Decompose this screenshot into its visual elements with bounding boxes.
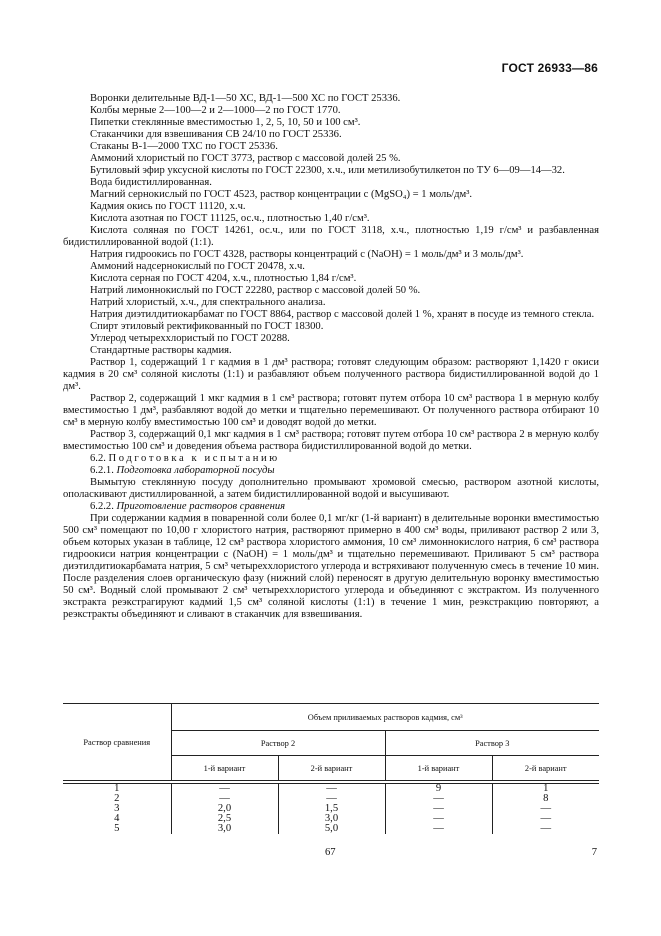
table-header-volume: Объем приливаемых растворов кадмия, см³	[171, 704, 599, 731]
body-paragraph: Пипетки стеклянные вместимостью 1, 2, 5, 10, 50 и 100 см³.	[90, 117, 361, 128]
body-paragraph: Бутиловый эфир уксусной кислоты по ГОСТ 22300, х.ч., или метилизобутилкетон по ТУ 6—09—14—32.	[90, 165, 565, 176]
table-cell: 8	[492, 794, 599, 804]
table-cell: —	[492, 814, 599, 824]
body-paragraph: Кислота азотная по ГОСТ 11125, ос.ч., плотностью 1,40 г/см³.	[90, 213, 370, 224]
table-cell: 5	[114, 823, 120, 834]
body-paragraph: Колбы мерные 2—100—2 и 2—1000—2 по ГОСТ 1770.	[90, 105, 341, 116]
table-cell: —	[492, 824, 599, 834]
body-paragraph: Аммоний надсернокислый по ГОСТ 20478, х.ч.	[90, 261, 305, 272]
table-cell: —	[278, 784, 385, 795]
sheet-number: 7	[591, 847, 597, 858]
table-cell: —	[385, 804, 492, 814]
body-paragraph: Раствор 1, содержащий 1 г кадмия в 1 дм³ раствора; готовят следующим образом: растворяют 1,1420 г окиси кадмия в 20 см³ соляной кислоты (1:1) и разбавляют объем полученного раствора бидистиллированной водой до 1 дм³.	[63, 357, 599, 392]
table-cell: 2,0	[171, 804, 278, 814]
body-paragraph: Вода бидистиллированная.	[90, 177, 212, 188]
table-subheader-solution-3: Раствор 3	[385, 731, 599, 756]
table-cell: 5,0	[278, 824, 385, 834]
table-cell: 1	[114, 783, 120, 794]
table-variant-header: 1-й вариант	[385, 756, 492, 781]
body-paragraph: Стаканы В-1—2000 ТХС по ГОСТ 25336.	[90, 141, 278, 152]
table-cell: —	[278, 794, 385, 804]
table-cell: —	[171, 794, 278, 804]
table-cell: 1,5	[278, 804, 385, 814]
table-header-solution: Раствор сравнения	[63, 704, 171, 781]
section-heading-6-2-2: 6.2.2. Приготовление растворов сравнения	[90, 501, 286, 512]
reference-solutions-table	[63, 703, 599, 834]
body-paragraph: Натрий лимоннокислый по ГОСТ 22280, раствор с массовой долей 50 %.	[90, 285, 421, 296]
section-heading-6-2-1: 6.2.1. Подготовка лабораторной посуды	[90, 465, 275, 476]
body-paragraph: Кислота серная по ГОСТ 4204, х.ч., плотностью 1,84 г/см³.	[90, 273, 357, 284]
body-paragraph: Кислота соляная по ГОСТ 14261, ос.ч., или по ГОСТ 3118, х.ч., плотностью 1,19 г/см³ и разбавленная бидистиллированной водой (1:1).	[63, 225, 599, 248]
table-cell: 3,0	[171, 824, 278, 834]
page-number: 67	[325, 847, 336, 858]
body-paragraph: Раствор 2, содержащий 1 мкг кадмия в 1 см³ раствора; готовят путем отбора 10 см³ раствора 1 в мерную колбу вместимостью 1 дм³, разбавляют водой до метки и тщательно перемешивают. От полученного раствора отбирают 10 см³ в мерную колбу вместимостью 100 см³ и доводят водой до метки.	[63, 393, 599, 428]
body-paragraph: Вымытую стеклянную посуду дополнительно промывают хромовой смесью, раствором азотной кислоты, ополаскивают дистиллированной, а затем бидистиллированной водой и высушивают.	[63, 477, 599, 500]
table-cell: 3	[114, 803, 120, 814]
table-cell: —	[385, 824, 492, 834]
body-paragraph: Углерод четыреххлористый по ГОСТ 20288.	[90, 333, 290, 344]
table-variant-header: 2-й вариант	[278, 756, 385, 781]
table-cell: 2,5	[171, 814, 278, 824]
body-paragraph: Натрия диэтилдитиокарбамат по ГОСТ 8864, раствор с массовой долей 1 %, хранят в посуде из темного стекла.	[90, 309, 595, 320]
body-paragraph: Натрия гидроокись по ГОСТ 4328, растворы концентраций с (NaOH) = 1 моль/дм³ и 3 моль/дм³.	[90, 249, 524, 260]
table-cell: 9	[385, 784, 492, 795]
standard-header: ГОСТ 26933—86	[501, 61, 598, 75]
document-body	[63, 93, 599, 621]
body-paragraph: Раствор 3, содержащий 0,1 мкг кадмия в 1 см³ раствора; готовят путем отбора 10 см³ раствора 2 в мерную колбу вместимостью 100 см³ и доведения объема раствора бидистиллированной водой до метки.	[63, 429, 599, 452]
table-cell: —	[385, 794, 492, 804]
table-cell: —	[385, 814, 492, 824]
body-paragraph: Спирт этиловый ректификованный по ГОСТ 18300.	[90, 321, 324, 332]
table-variant-header: 1-й вариант	[171, 756, 278, 781]
table-cell: 1	[492, 784, 599, 795]
body-paragraph: Стаканчики для взвешивания СВ 24/10 по ГОСТ 25336.	[90, 129, 342, 140]
table-cell: 3,0	[278, 814, 385, 824]
table-cell: —	[171, 784, 278, 795]
table-cell: 4	[114, 813, 120, 824]
table-cell: —	[492, 804, 599, 814]
section-heading-6-2: 6.2. Подготовка к испытанию	[90, 453, 280, 464]
body-paragraph: Натрий хлористый, х.ч., для спектрального анализа.	[90, 297, 326, 308]
table-cell: 2	[114, 793, 120, 804]
table-row	[63, 824, 599, 834]
body-paragraph: Кадмия окись по ГОСТ 11120, х.ч.	[90, 201, 246, 212]
table-variant-header: 2-й вариант	[492, 756, 599, 781]
body-paragraph: Аммоний хлористый по ГОСТ 3773, раствор с массовой долей 25 %.	[90, 153, 401, 164]
body-paragraph: Стандартные растворы кадмия.	[90, 345, 232, 356]
body-paragraph: Воронки делительные ВД-1—50 ХС, ВД-1—500 ХС по ГОСТ 25336.	[90, 93, 401, 104]
table-subheader-solution-2: Раствор 2	[171, 731, 385, 756]
body-paragraph: Магний сернокислый по ГОСТ 4523, раствор концентрации с (MgSO₄) = 1 моль/дм³.	[90, 189, 473, 200]
body-paragraph: При содержании кадмия в поваренной соли более 0,1 мг/кг (1-й вариант) в делительные воронки вместимостью 500 см³ помещают по 10,00 г хлористого натрия, растворяют примерно в 400 см³ воды, приливают раствор 2 или 3, объем которых указан в таблице, 12 см³ раствора хлористого аммония, 10 см³ лимоннокислого натрия, 6 см³ раствора гидроокиси натрия концентрации с (NaOH) = 1 моль/дм³ и тщательно перемешивают. Приливают 5 см³ раствора диэтилдитиокарбамата натрия, 5 см³ четыреххлористого углерода и встряхивают полученную смесь в течение 10 мин. После разделения слоев органическую фазу (нижний слой) переносят в другую делительную воронку вместимостью 50 см³. Водный слой промывают 2 см³ четыреххлористого углерода и объединяют с экстрактом. Из полученного экстракта реэкстрагируют кадмий 1,5 см³ соляной кислоты (1:1) в течение 1 мин, реэкстракцию повторяют, а реэкстракты объединяют и сливают в стаканчик для взвешивания.	[63, 513, 599, 620]
